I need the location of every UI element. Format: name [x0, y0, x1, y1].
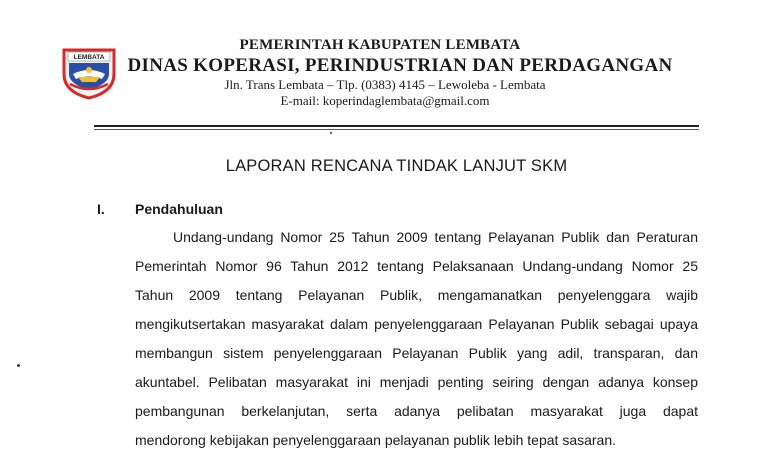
document-title: LAPORAN RENCANA TINDAK LANJUT SKM [225, 157, 568, 175]
letterhead-email: E-mail: koperindaglembata@gmail.com [280, 93, 490, 108]
paragraph-line: mengikutsertakan masyarakat dalam penyelenggaraan Pelayanan Publik sebagai upaya [135, 316, 698, 332]
section-number: I. [97, 201, 105, 217]
section-heading: Pendahuluan [135, 201, 223, 217]
letterhead-government: PEMERINTAH KABUPATEN LEMBATA [239, 37, 521, 53]
paragraph-line: Tahun 2009 tentang Pelayanan Publik, mengamanatkan penyelenggara wajib [135, 287, 698, 303]
scan-speck [330, 132, 332, 134]
paragraph-line: membangun sistem penyelenggaraan Pelayanan Publik yang adil, transparan, dan [135, 345, 698, 361]
regency-logo [60, 44, 118, 100]
paragraph-line: pembangunan berkelanjutan, serta adanya pelibatan masyarakat juga dapat [135, 403, 698, 419]
letterhead-divider-thin [94, 129, 699, 130]
paragraph-line: Pemerintah Nomor 96 Tahun 2012 tentang Pelaksanaan Undang-undang Nomor 25 [135, 258, 698, 274]
paragraph-line: akuntabel. Pelibatan masyarakat ini menjadi penting seiring dengan adanya konsep [135, 374, 698, 390]
letterhead-divider-thick [94, 125, 699, 127]
logo-text: LEMBATA [73, 54, 105, 61]
letterhead-agency: DINAS KOPERASI, PERINDUSTRIAN DAN PERDAGANGAN [127, 55, 673, 76]
paragraph-line: Undang-undang Nomor 25 Tahun 2009 tentang Pelayanan Publik dan Peraturan [173, 229, 698, 245]
paragraph-line: mendorong kebijakan penyelenggaraan pelayanan publik lebih tepat sasaran. [135, 432, 617, 448]
scan-speck [17, 364, 20, 367]
letterhead-address: Jln. Trans Lembata – Tlp. (0383) 4145 – Lewoleba - Lembata [224, 77, 546, 92]
